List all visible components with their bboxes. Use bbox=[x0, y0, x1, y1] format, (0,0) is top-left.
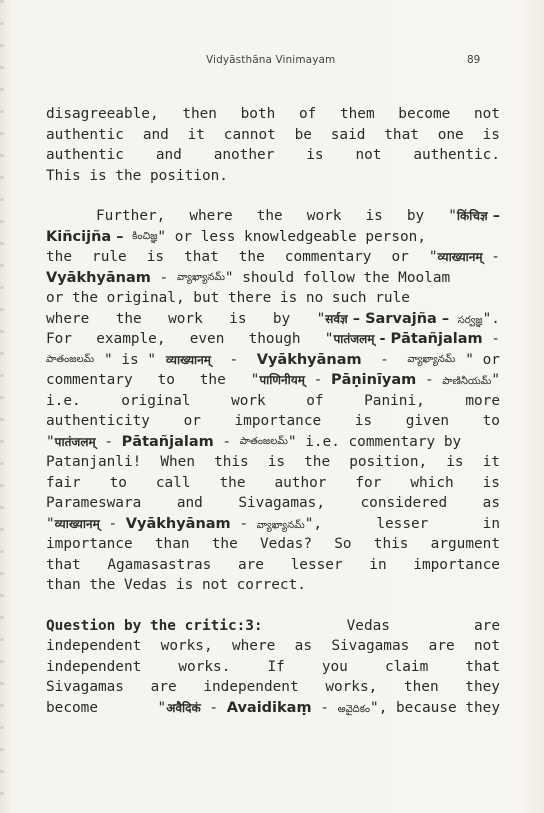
word: is bbox=[482, 126, 500, 143]
word: importance bbox=[413, 556, 500, 573]
word: is bbox=[267, 454, 286, 470]
word: given bbox=[405, 413, 450, 429]
word: Vedas bbox=[346, 617, 390, 634]
word: are bbox=[474, 617, 500, 634]
devanagari-term: किंचिज्ञ bbox=[456, 209, 488, 223]
separator: - bbox=[200, 699, 227, 716]
quote: " bbox=[250, 372, 260, 388]
text-line bbox=[46, 616, 500, 637]
text-line bbox=[46, 698, 500, 719]
quote: ", bbox=[304, 515, 323, 532]
word: authenticity bbox=[46, 413, 150, 429]
text-line bbox=[46, 166, 500, 187]
text-run: " i.e. commentary by bbox=[287, 433, 462, 450]
book-title: Vidyāsthāna Vinimayam bbox=[206, 54, 336, 66]
separator: - bbox=[220, 351, 247, 368]
word: Parameswara bbox=[46, 495, 142, 511]
word: When bbox=[160, 454, 196, 470]
word: of bbox=[306, 392, 324, 409]
word: that bbox=[465, 658, 500, 675]
word: or bbox=[183, 413, 201, 429]
text-line bbox=[46, 104, 500, 125]
quote: " bbox=[448, 208, 457, 224]
word: work bbox=[231, 392, 266, 409]
quote: " bbox=[46, 515, 55, 532]
word: by bbox=[272, 310, 291, 327]
word: than bbox=[154, 536, 190, 552]
sanskrit-term bbox=[448, 206, 500, 227]
word: claim bbox=[384, 658, 429, 675]
word: they bbox=[465, 679, 500, 695]
word: and bbox=[142, 126, 169, 143]
word: even bbox=[189, 331, 225, 347]
dash: - bbox=[482, 249, 500, 265]
word: is bbox=[482, 474, 500, 491]
word: where bbox=[189, 208, 233, 224]
word: cannot bbox=[223, 126, 276, 143]
word: the bbox=[238, 249, 265, 265]
word: importance bbox=[46, 536, 133, 552]
word: not bbox=[355, 147, 382, 163]
word: works, bbox=[325, 679, 378, 695]
page-number: 89 bbox=[467, 54, 481, 66]
word: independent bbox=[203, 679, 299, 695]
word: it bbox=[187, 126, 205, 143]
word: Agamasastras bbox=[107, 556, 212, 573]
telugu-term: పాతంజలమ్ bbox=[46, 353, 95, 365]
word: Panini, bbox=[364, 392, 425, 409]
text-line bbox=[46, 309, 500, 330]
text-run: ", because they bbox=[370, 699, 500, 716]
text-run: " or bbox=[465, 351, 500, 368]
text-line bbox=[46, 227, 500, 248]
word: argument bbox=[430, 536, 500, 552]
word: authentic. bbox=[413, 147, 500, 163]
text-line bbox=[46, 329, 500, 350]
word: commentary bbox=[284, 249, 372, 265]
word: said bbox=[330, 126, 366, 143]
word: then bbox=[182, 106, 217, 122]
word: or bbox=[391, 249, 409, 265]
word: authentic bbox=[46, 126, 124, 143]
dash: - bbox=[374, 331, 391, 347]
quote: " bbox=[428, 249, 438, 265]
word: authentic bbox=[46, 147, 124, 163]
sanskrit-term bbox=[429, 247, 500, 268]
word: in bbox=[369, 556, 387, 573]
devanagari-term: व्याख्यानम् bbox=[437, 250, 483, 264]
word: as bbox=[482, 495, 500, 511]
paragraph-1 bbox=[46, 104, 500, 186]
text-run: " is " bbox=[104, 351, 156, 368]
word: is bbox=[146, 249, 165, 265]
devanagari-term: सर्वज्ञ bbox=[325, 311, 348, 326]
sanskrit-term bbox=[251, 370, 500, 391]
word: Sivagamas bbox=[331, 638, 410, 654]
word: which bbox=[410, 474, 454, 491]
sentence: than the Vedas is not correct. bbox=[46, 577, 306, 593]
word: where bbox=[46, 310, 90, 327]
word: rule bbox=[92, 249, 127, 265]
word: Sivagamas, bbox=[238, 495, 325, 511]
telugu-term: వ్యాఖ్యానమ్ bbox=[407, 353, 456, 365]
word: work bbox=[306, 208, 342, 224]
word: them bbox=[339, 106, 375, 122]
word: become bbox=[398, 106, 451, 122]
text-line bbox=[46, 391, 500, 412]
word: and bbox=[176, 495, 203, 511]
word: original bbox=[121, 392, 191, 409]
word: position, bbox=[349, 454, 428, 470]
separator: - bbox=[311, 699, 338, 716]
word: as bbox=[294, 638, 312, 654]
word: i.e. bbox=[46, 392, 81, 409]
word: works, bbox=[160, 638, 213, 654]
word: is bbox=[446, 454, 464, 470]
word: not bbox=[473, 106, 500, 122]
word: For bbox=[46, 331, 72, 347]
separator: - bbox=[95, 433, 122, 450]
quote: " bbox=[157, 699, 167, 716]
word: the bbox=[256, 208, 283, 224]
word: this bbox=[214, 454, 249, 470]
paragraph-2 bbox=[46, 206, 500, 596]
sentence: This is the position. bbox=[46, 167, 228, 184]
word: call bbox=[155, 474, 191, 491]
devanagari-term: पाणिनीयम् bbox=[259, 373, 305, 387]
word: are bbox=[428, 638, 455, 654]
word: you bbox=[321, 658, 348, 675]
transliteration: Pāṇinīyam bbox=[330, 372, 417, 388]
transliteration: Vyākhyānam bbox=[256, 351, 362, 368]
separator: - bbox=[416, 372, 443, 388]
word: that bbox=[46, 556, 81, 573]
dash: – bbox=[347, 310, 366, 327]
word: considered bbox=[360, 495, 448, 511]
word: the bbox=[219, 474, 246, 491]
sanskrit-term bbox=[317, 309, 500, 330]
word: in bbox=[482, 515, 500, 532]
devanagari-term: पातंजलम् bbox=[54, 434, 96, 449]
word: lesser bbox=[290, 556, 343, 573]
paragraph-gap bbox=[46, 186, 500, 206]
word: are bbox=[150, 679, 177, 695]
transliteration: Kiñcijña – bbox=[46, 228, 124, 245]
transliteration: Pātañjalam bbox=[121, 433, 214, 450]
text-line bbox=[46, 411, 500, 432]
word: to bbox=[482, 413, 500, 429]
word: for bbox=[355, 474, 382, 491]
word: be bbox=[294, 126, 312, 143]
word: the bbox=[211, 536, 238, 552]
text-run: " should follow the Moolam bbox=[224, 269, 451, 286]
text-line bbox=[46, 268, 500, 289]
devanagari-term: अवैदिकं bbox=[166, 700, 201, 715]
word: to bbox=[109, 474, 127, 491]
word: works. bbox=[178, 658, 231, 675]
quote: ". bbox=[482, 310, 500, 327]
text-line bbox=[46, 677, 500, 698]
text-line bbox=[46, 145, 500, 166]
text-line bbox=[46, 493, 500, 514]
telugu-term: సర్వజ్ఞ bbox=[457, 314, 483, 326]
word: it bbox=[482, 454, 500, 470]
word: that bbox=[184, 249, 219, 265]
telugu-term: పాతంజలమ్ bbox=[239, 435, 288, 447]
word: If bbox=[267, 658, 285, 675]
word: this bbox=[373, 536, 409, 552]
word: then bbox=[403, 679, 439, 695]
text-line bbox=[46, 514, 500, 535]
word: are bbox=[237, 556, 264, 573]
word: more bbox=[465, 392, 500, 409]
word: Vedas? bbox=[260, 536, 312, 552]
word: of bbox=[298, 106, 317, 122]
word: another bbox=[213, 147, 275, 163]
word: not bbox=[474, 638, 500, 654]
word: work bbox=[168, 310, 203, 327]
transliteration: Vyākhyānam bbox=[46, 269, 151, 286]
paragraph-3 bbox=[46, 616, 500, 719]
word: the bbox=[46, 249, 72, 265]
word: lesser bbox=[376, 515, 429, 532]
separator: - bbox=[150, 269, 177, 286]
dash: - bbox=[482, 331, 500, 347]
text-line bbox=[46, 370, 500, 391]
text-line bbox=[46, 452, 500, 473]
separator: - bbox=[99, 515, 126, 532]
word: Patanjanli! bbox=[46, 454, 142, 470]
word: author bbox=[274, 474, 327, 491]
text-line bbox=[46, 575, 500, 596]
sanskrit-term bbox=[325, 329, 500, 350]
word: and bbox=[155, 147, 182, 163]
word: the bbox=[199, 372, 226, 388]
separator: - bbox=[371, 351, 398, 368]
sanskrit-term bbox=[158, 698, 500, 719]
transliteration: Avaidikaṃ bbox=[226, 699, 312, 716]
word: independent bbox=[46, 658, 142, 675]
devanagari-term: पातंजलम् bbox=[333, 332, 375, 346]
telugu-term: అవైదికం bbox=[337, 703, 371, 715]
separator: - bbox=[230, 515, 257, 532]
sanskrit-term bbox=[46, 514, 322, 535]
word: the bbox=[115, 310, 142, 327]
text-run: or the original, but there is no such rule bbox=[46, 290, 410, 306]
word: is bbox=[365, 208, 383, 224]
devanagari-term: व्याख्यानम् bbox=[54, 516, 100, 531]
question-heading: Question by the critic:3: bbox=[46, 617, 263, 634]
transliteration: Sarvajña – bbox=[365, 310, 450, 327]
word: though bbox=[248, 331, 301, 347]
text-line bbox=[46, 247, 500, 268]
text-line bbox=[46, 288, 500, 309]
paragraph-gap bbox=[46, 596, 500, 616]
page-edge-binding bbox=[0, 0, 4, 813]
text-line bbox=[46, 636, 500, 657]
word: disagreeable, bbox=[46, 106, 159, 122]
separator: - bbox=[213, 433, 240, 450]
word: by bbox=[406, 208, 425, 224]
word: commentary bbox=[46, 372, 133, 388]
word: is bbox=[229, 310, 247, 327]
text-line bbox=[46, 206, 500, 227]
word: is bbox=[354, 413, 373, 429]
word: Further, bbox=[96, 208, 166, 224]
text-line bbox=[46, 125, 500, 146]
word: the bbox=[304, 454, 331, 470]
separator: - bbox=[304, 372, 331, 388]
body-text bbox=[46, 104, 500, 718]
text-run: " or less knowledgeable person, bbox=[157, 228, 427, 245]
word: to bbox=[157, 372, 175, 388]
quote: " bbox=[324, 331, 334, 347]
word: that bbox=[384, 126, 419, 143]
transliteration: Vyākhyānam bbox=[125, 515, 231, 532]
text-line bbox=[46, 473, 500, 494]
word: where bbox=[231, 638, 276, 654]
dash: – bbox=[487, 208, 500, 224]
telugu-term: వ్యాఖ్యానమ్ bbox=[256, 519, 305, 531]
word: become bbox=[46, 699, 98, 716]
devanagari-term: व्याख्यानम् bbox=[165, 352, 211, 367]
text-line bbox=[46, 555, 500, 576]
text-line bbox=[46, 432, 500, 453]
transliteration: Pātañjalam bbox=[390, 331, 483, 347]
text-line bbox=[46, 657, 500, 678]
word: both bbox=[240, 106, 276, 122]
quote: " bbox=[46, 433, 55, 450]
word: independent bbox=[46, 638, 142, 654]
word: one bbox=[437, 126, 464, 143]
telugu-term: వ్యాఖ్యానమ్ bbox=[176, 271, 225, 283]
telugu-term: పాణినీయమ్ bbox=[442, 376, 492, 387]
word: Sivagamas bbox=[46, 679, 124, 695]
running-header bbox=[0, 54, 544, 70]
word: example, bbox=[96, 331, 166, 347]
telugu-term: కించిజ్ఞ bbox=[132, 230, 158, 242]
text-line bbox=[46, 350, 500, 371]
word: So bbox=[334, 536, 352, 552]
text-line bbox=[46, 534, 500, 555]
quote: " bbox=[316, 310, 326, 327]
word: is bbox=[306, 147, 324, 163]
word: importance bbox=[234, 413, 322, 429]
word: fair bbox=[46, 474, 81, 491]
quote: " bbox=[491, 372, 500, 388]
